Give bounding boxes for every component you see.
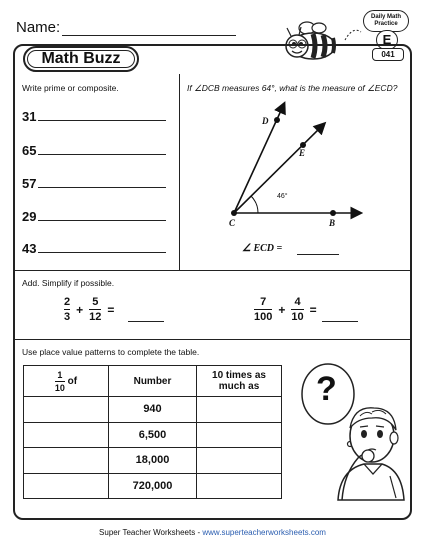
fraction-answer-2[interactable]: [322, 321, 358, 322]
daily-practice-badge: [363, 10, 409, 32]
fraction-2b: [291, 296, 303, 323]
title-box: [23, 46, 139, 72]
number-cell: 940: [109, 397, 197, 423]
denominator: 10: [291, 311, 304, 323]
name-label: Name:: [16, 19, 61, 36]
header-ten-times: [197, 366, 282, 397]
footer: [0, 528, 425, 537]
table-row: [24, 448, 282, 474]
numerator: 5: [92, 296, 99, 308]
footer-link[interactable]: www.superteacherworksheets.com: [202, 528, 326, 537]
table-row: [24, 422, 282, 448]
table-row: [24, 397, 282, 423]
header-tenth-of: [24, 366, 109, 397]
table-row: [24, 473, 282, 499]
prime-number-3: 57: [22, 176, 37, 191]
fraction-answer-1[interactable]: [128, 321, 164, 322]
name-field-line[interactable]: [62, 35, 236, 36]
denominator: 3: [64, 311, 71, 323]
prime-number-1: 31: [22, 109, 37, 124]
answer-prompt: ∠ ECD =: [242, 243, 283, 254]
header-of: of: [67, 375, 78, 387]
label-d: D: [262, 116, 269, 126]
fraction-1a: [64, 296, 70, 323]
divider-2: [14, 339, 411, 340]
tenth-cell[interactable]: [24, 397, 109, 423]
numerator: 2: [64, 296, 71, 308]
fraction-problem-1: [64, 296, 114, 323]
prime-number-4: 29: [22, 209, 37, 224]
plus-sign: +: [76, 302, 84, 317]
angle-measure-label: 46°: [277, 193, 288, 200]
page-title: Math Buzz: [27, 50, 135, 68]
prime-answer-1[interactable]: [38, 120, 166, 121]
divider-1: [14, 270, 411, 271]
number-cell: 6,500: [109, 422, 197, 448]
badge-line2: Practice: [374, 21, 398, 27]
thinking-boy-icon: [298, 352, 410, 518]
equals-sign: =: [107, 302, 115, 317]
label-c: C: [229, 218, 236, 228]
ten-times-cell[interactable]: [197, 422, 282, 448]
prime-number-2: 65: [22, 143, 37, 158]
badge-number: 041: [372, 48, 404, 61]
header-ten-times-line2: much as: [218, 381, 260, 392]
fraction-instruction: Add. Simplify if possible.: [22, 278, 115, 288]
numerator: 4: [294, 296, 301, 308]
prime-answer-4[interactable]: [38, 220, 166, 221]
question-mark: ?: [316, 370, 337, 408]
prime-answer-2[interactable]: [38, 154, 166, 155]
prime-number-5: 43: [22, 241, 37, 256]
prime-answer-3[interactable]: [38, 187, 166, 188]
number-cell: 18,000: [109, 448, 197, 474]
ten-times-cell[interactable]: [197, 473, 282, 499]
ten-times-cell[interactable]: [197, 397, 282, 423]
badge-line1: Daily Math: [370, 14, 401, 20]
label-e: E: [299, 148, 306, 158]
numerator: 7: [260, 296, 267, 308]
angle-question: If ∠DCB measures 64°, what is the measure of ∠ECD?: [187, 83, 398, 93]
tenth-cell[interactable]: [24, 448, 109, 474]
angle-answer-line[interactable]: [297, 254, 339, 255]
number-cell: 720,000: [109, 473, 197, 499]
fraction-1b: [89, 296, 101, 323]
denominator: 12: [89, 311, 102, 323]
place-value-table: [23, 365, 282, 499]
denominator: 100: [254, 311, 273, 323]
equals-sign: =: [309, 302, 317, 317]
fraction-2a: [254, 296, 272, 323]
header-denominator: 10: [54, 382, 65, 393]
badge-letter: E: [376, 30, 398, 50]
header-number: Number: [109, 366, 197, 397]
footer-text: Super Teacher Worksheets -: [99, 528, 203, 537]
label-b: B: [329, 218, 336, 228]
table-instruction: Use place value patterns to complete the table.: [22, 347, 200, 357]
vertical-divider: [179, 74, 180, 270]
header-numerator: 1: [57, 369, 63, 380]
ten-times-cell[interactable]: [197, 448, 282, 474]
prime-answer-5[interactable]: [38, 252, 166, 253]
header-ten-times-line1: 10 times as: [212, 370, 266, 381]
plus-sign: +: [278, 302, 286, 317]
fraction-problem-2: [254, 296, 317, 323]
tenth-cell[interactable]: [24, 473, 109, 499]
angle-diagram: [200, 98, 370, 233]
tenth-cell[interactable]: [24, 422, 109, 448]
prime-instruction: Write prime or composite.: [22, 83, 119, 93]
